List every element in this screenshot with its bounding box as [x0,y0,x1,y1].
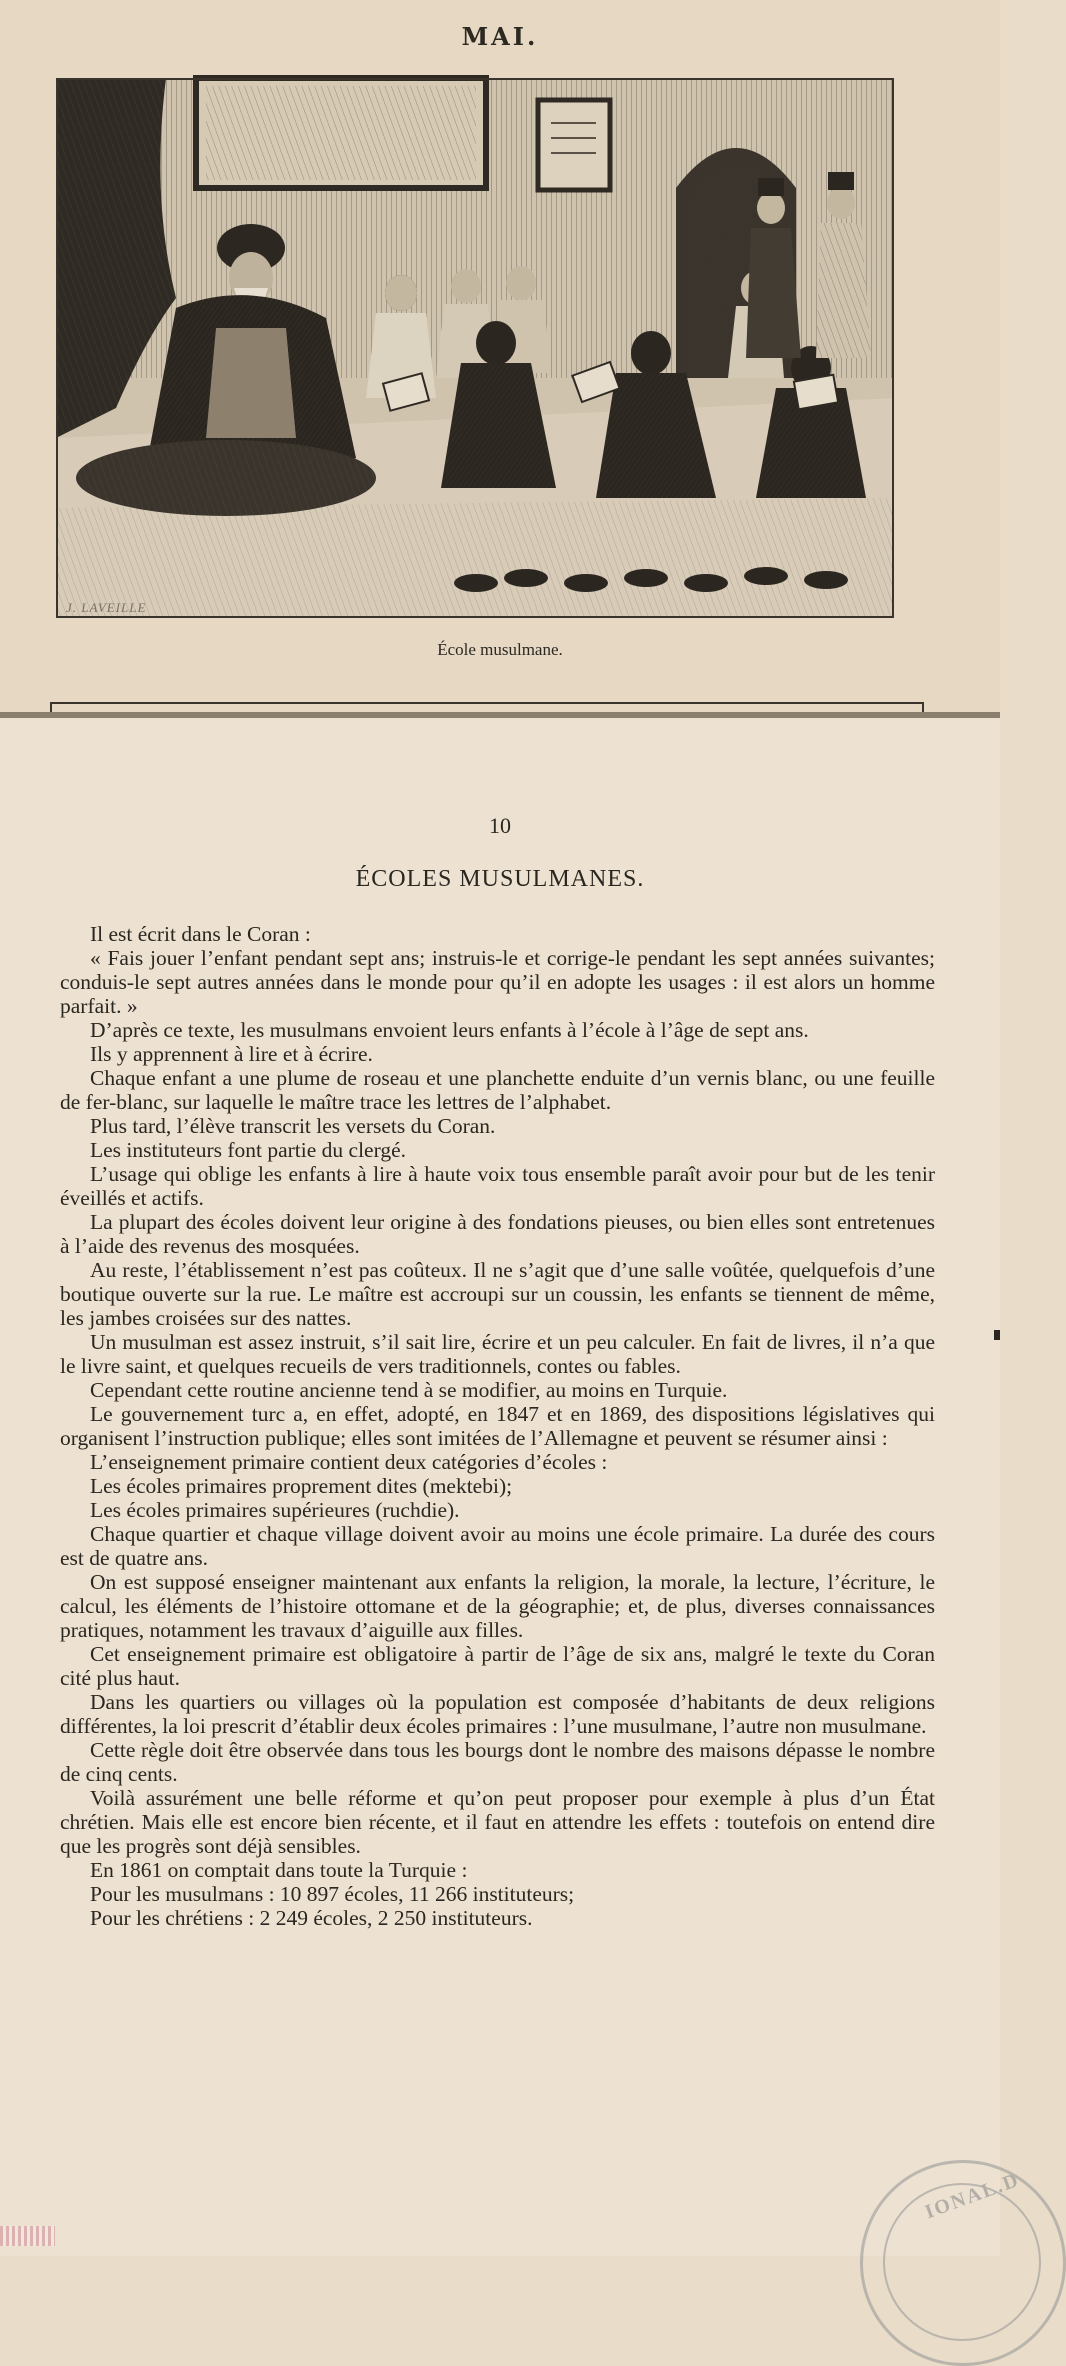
paragraph: On est supposé enseigner maintenant aux enfants la religion, la morale, la lecture, l’écriture, le calcul, les éléments de l’histoire ottomane et de la géographie; et, de plus, diverses connaissances pratiques, notamment les travaux d’aiguille aux filles. [60,1570,935,1642]
running-head: MAI. [461,22,539,51]
paragraph: Pour les chrétiens : 2 249 écoles, 2 250 instituteurs. [90,1906,533,1930]
paragraph: Voilà assurément une belle réforme et qu’on peut proposer pour exemple à plus d’un État chrétien. Mais elle est encore bien récente, et il faut en attendre les effets : toutefois on entend dire que les progrès sont déjà sensibles. [60,1786,935,1858]
corner-stamp-mark [0,2226,55,2246]
paragraph: Les instituteurs font partie du clergé. [90,1138,407,1162]
paragraph: Cet enseignement primaire est obligatoire à partir de l’âge de six ans, malgré le texte du Coran cité plus haut. [60,1642,935,1690]
paragraph: Le gouvernement turc a, en effet, adopté, en 1847 et en 1869, des dispositions législatives qui organisent l’instruction publique; elles sont imitées de l’Allemagne et peuvent se résumer ainsi : [60,1402,935,1450]
paragraph: Ils y apprennent à lire et à écrire. [90,1042,373,1066]
margin-mark [994,1330,1000,1340]
stamp-text: IONAL.D [922,2168,1023,2224]
body-text [60,922,935,1930]
chapter-title: ÉCOLES MUSULMANES. [355,866,645,892]
library-stamp [860,2160,1066,2366]
paragraph: En 1861 on comptait dans toute la Turquie : [90,1858,468,1882]
paragraph: D’après ce texte, les musulmans envoient leurs enfants à l’école à l’âge de sept ans. [90,1018,809,1042]
paragraph: « Fais jouer l’enfant pendant sept ans; instruis-le et corrige-le pendant les sept années suivantes; conduis-le sept autres années dans le monde pour qu’il en adopte les usages : il est alors un homme parfait. » [60,946,935,1018]
paragraph: Dans les quartiers ou villages où la population est composée d’habitants de deux religions différentes, la loi prescrit d’établir deux écoles primaires : l’une musulmane, l’autre non musulmane. [60,1690,935,1738]
paragraph: Il est écrit dans le Coran : [90,922,311,946]
paragraph: Chaque enfant a une plume de roseau et une planchette enduite d’un vernis blanc, ou une feuille de fer-blanc, sur laquelle le maître trace les lettres de l’alphabet. [60,1066,935,1114]
engraving-illustration [56,78,894,618]
paragraph: Cependant cette routine ancienne tend à se modifier, au moins en Turquie. [90,1378,728,1402]
paragraph: Plus tard, l’élève transcrit les versets du Coran. [90,1114,496,1138]
paragraph: Un musulman est assez instruit, s’il sait lire, écrire et un peu calculer. En fait de livres, il n’a que le livre saint, et quelques recueils de vers traditionnels, contes ou fables. [60,1330,935,1378]
paragraph: L’enseignement primaire contient deux catégories d’écoles : [90,1450,608,1474]
paragraph: Les écoles primaires proprement dites (mektebi); [90,1474,513,1498]
page-number: 10 [489,813,511,838]
paragraph: Cette règle doit être observée dans tous les bourgs dont le nombre des maisons dépasse le nombre de cinq cents. [60,1738,935,1786]
paragraph: Les écoles primaires supérieures (ruchdie). [90,1498,460,1522]
top-page [0,0,1000,712]
paragraph: L’usage qui oblige les enfants à lire à haute voix tous ensemble paraît avoir pour but de les tenir éveillés et actifs. [60,1162,935,1210]
illustration-caption: École musulmane. [437,640,563,659]
paragraph: Chaque quartier et chaque village doivent avoir au moins une école primaire. La durée des cours est de quatre ans. [60,1522,935,1570]
illustration-signature: J. LAVEILLE [66,600,147,615]
paragraph: Pour les musulmans : 10 897 écoles, 11 266 instituteurs; [90,1882,575,1906]
paragraph: La plupart des écoles doivent leur origine à des fondations pieuses, ou bien elles sont entretenues à l’aide des revenus des mosquées. [60,1210,935,1258]
paragraph: Au reste, l’établissement n’est pas coûteux. Il ne s’agit que d’une salle voûtée, quelquefois d’une boutique ouverte sur la rue. Le maître est accroupi sur un coussin, les enfants se tiennent de même, les jambes croisées sur des nattes. [60,1258,935,1330]
